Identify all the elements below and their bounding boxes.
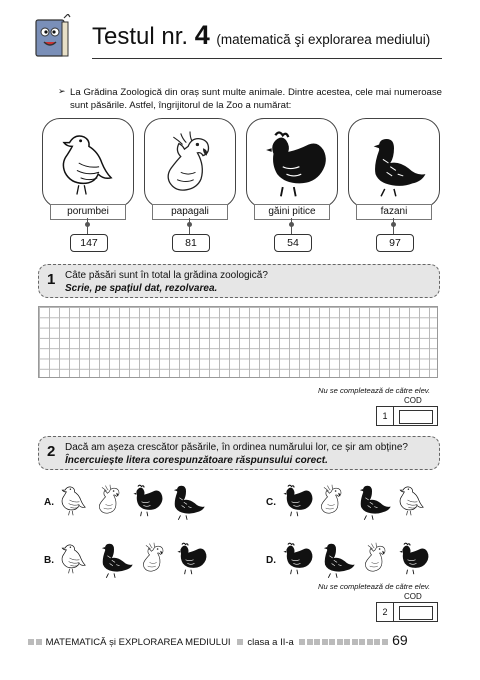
question-number: 2	[47, 443, 56, 460]
question-1-box	[38, 264, 440, 298]
footer-grade: clasa a II-a	[247, 637, 294, 648]
code-index: 1	[377, 407, 394, 425]
parrot-icon	[358, 536, 394, 580]
pheasant-icon	[164, 478, 208, 522]
connector-dot	[289, 222, 294, 227]
bird-name-label: fazani	[356, 204, 432, 220]
code-index: 2	[377, 603, 394, 621]
code-input[interactable]	[399, 410, 433, 424]
pigeon-icon	[394, 478, 430, 522]
question-instruction: Scrie, pe spațiul dat, rezolvarea.	[65, 283, 218, 294]
page-footer	[28, 632, 448, 648]
option-a-sequence	[56, 478, 208, 527]
pheasant-icon	[92, 536, 136, 580]
teacher-note: Nu se completează de către elev.	[318, 582, 431, 591]
pheasant-icon	[357, 125, 431, 201]
hen-icon	[172, 536, 208, 580]
page-title: Testul nr. 4 (matematică şi explorarea mediului)	[92, 20, 431, 50]
option-letter[interactable]: C.	[266, 497, 276, 508]
bird-name-label: găini pitice	[254, 204, 330, 220]
option-b-sequence	[56, 536, 208, 585]
intro-text: La Grădina Zoologică din oraș sunt multe animale. Dintre acestea, cele mai numeroase sunt păsările. Astfel, îngrijitorul de la Zoo a numărat:	[70, 87, 442, 111]
parrot-icon	[136, 536, 172, 580]
bird-count: 97	[376, 234, 414, 252]
hen-icon	[128, 478, 164, 522]
pheasant-icon	[314, 536, 358, 580]
bird-count: 81	[172, 234, 210, 252]
option-letter[interactable]: B.	[44, 555, 54, 566]
question-2-box	[38, 436, 440, 470]
title-underline	[92, 58, 442, 59]
question-instruction: Încercuiește litera corespunzătoare răspunsului corect.	[65, 455, 328, 466]
bird-count: 54	[274, 234, 312, 252]
hen-icon	[394, 536, 430, 580]
question-text: Dacă am așeza crescător păsările, în ordinea numărului lor, ce șir am obține?	[65, 442, 408, 453]
connector-dot	[85, 222, 90, 227]
code-label: COD	[404, 592, 422, 601]
hen-icon	[255, 125, 329, 201]
option-c-sequence	[278, 478, 430, 527]
bird-card-parrot	[144, 118, 236, 208]
code-label: COD	[404, 396, 422, 405]
parrot-icon	[92, 478, 128, 522]
question-number: 1	[47, 271, 56, 288]
arrow-bullet-icon: ➢	[58, 86, 66, 96]
parrot-icon	[153, 125, 227, 201]
footer-subject: MATEMATICĂ și EXPLORAREA MEDIULUI	[45, 637, 231, 648]
option-letter[interactable]: A.	[44, 497, 54, 508]
code-box	[376, 602, 438, 622]
parrot-icon	[314, 478, 350, 522]
option-letter[interactable]: D.	[266, 555, 276, 566]
bird-card-pheasant	[348, 118, 440, 208]
teacher-note: Nu se completează de către elev.	[318, 386, 431, 395]
connector-dot	[391, 222, 396, 227]
page-number: 69	[392, 632, 408, 648]
connector-dot	[187, 222, 192, 227]
test-number: 4	[194, 20, 210, 50]
code-box	[376, 406, 438, 426]
option-d-sequence	[278, 536, 430, 585]
hen-icon	[278, 478, 314, 522]
pigeon-icon	[56, 478, 92, 522]
bird-card-hen	[246, 118, 338, 208]
pigeon-icon	[56, 536, 92, 580]
hen-icon	[278, 536, 314, 580]
title-subject: (matematică şi explorarea mediului)	[216, 32, 431, 47]
book-mascot-icon	[32, 14, 74, 60]
bird-card-pigeon	[42, 118, 134, 208]
pigeon-icon	[51, 125, 125, 201]
bird-count: 147	[70, 234, 108, 252]
answer-grid[interactable]	[38, 306, 438, 378]
bird-name-label: papagali	[152, 204, 228, 220]
pheasant-icon	[350, 478, 394, 522]
bird-name-label: porumbei	[50, 204, 126, 220]
question-text: Câte păsări sunt în total la grădina zoologică?	[65, 270, 268, 281]
code-input[interactable]	[399, 606, 433, 620]
